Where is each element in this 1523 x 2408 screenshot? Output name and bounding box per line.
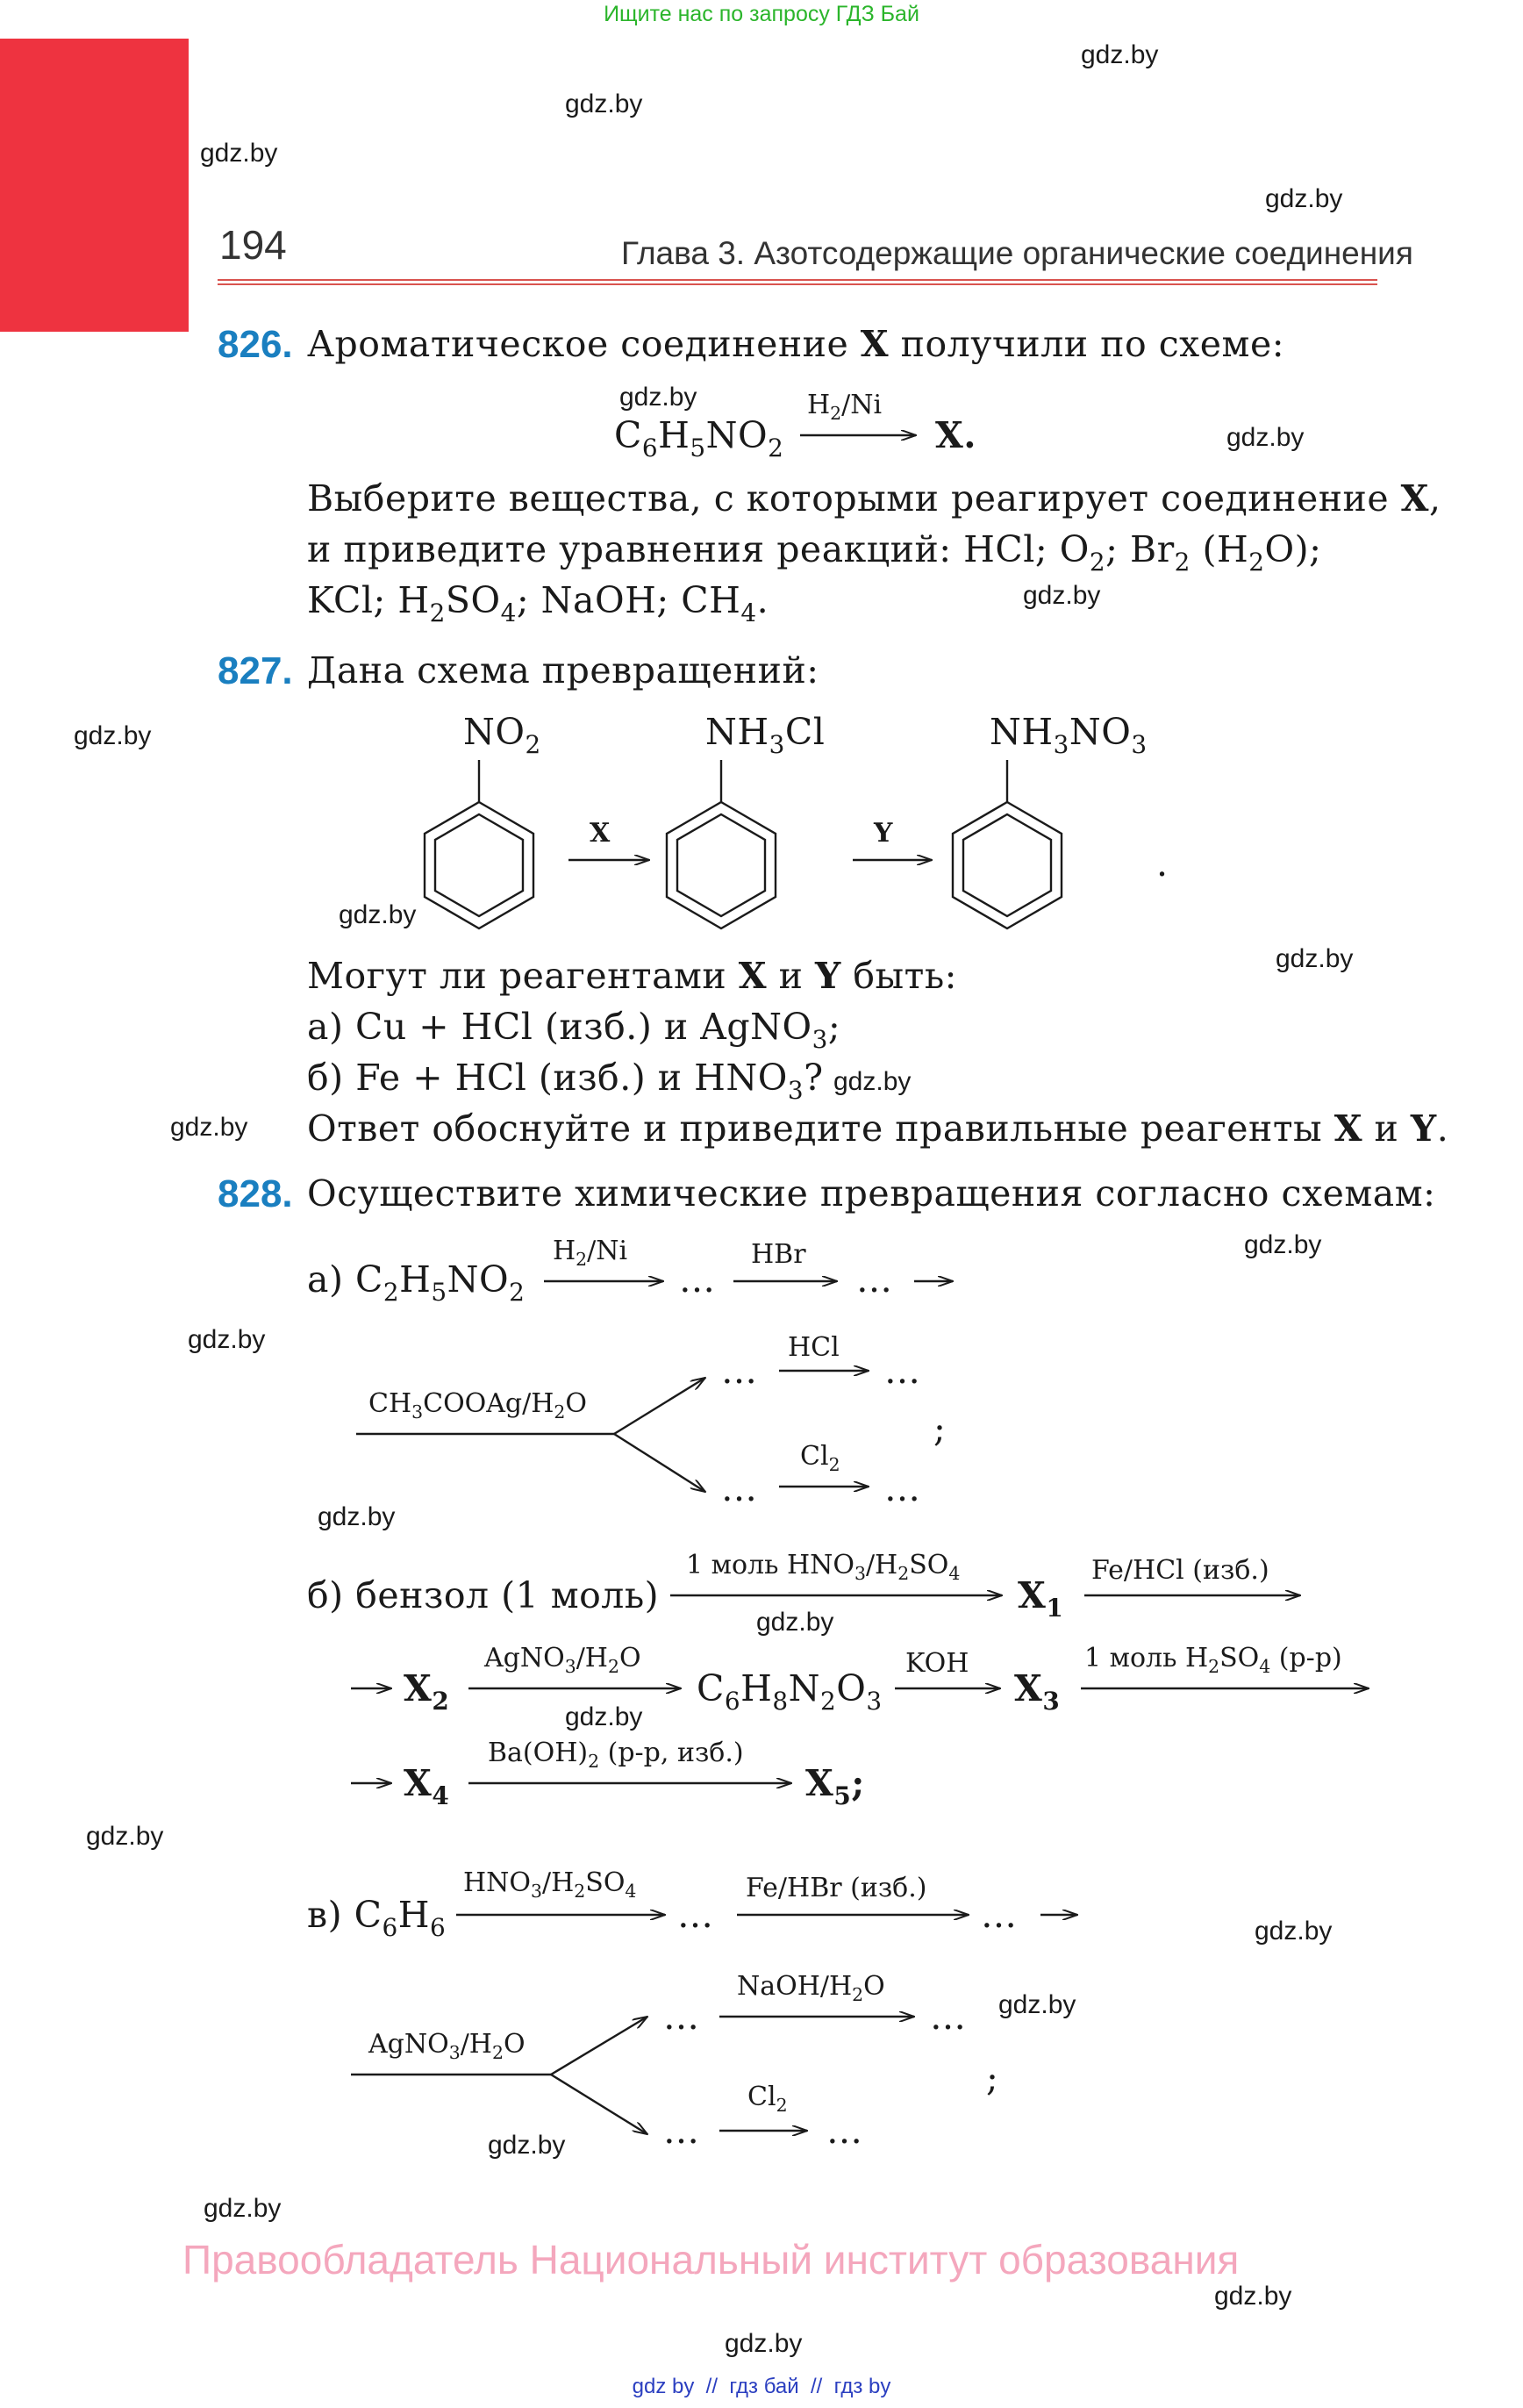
watermark: gdz.by: [339, 900, 417, 929]
watermark: gdz.by: [619, 383, 697, 412]
substituent-nh3cl: $NH_3Cl$: [705, 711, 826, 759]
benzene-ring-1: [425, 760, 533, 928]
scheme-a-dots-5: …: [721, 1467, 758, 1509]
scheme-a-r3: $CH_3COOAg/H_2O$: [368, 1388, 587, 1423]
problem-828-number: 828.: [218, 1172, 293, 1215]
watermark: gdz.by: [833, 1067, 912, 1096]
watermark: gdz.by: [1244, 1230, 1322, 1259]
watermark: gdz.by: [565, 90, 643, 118]
scheme-b-x1: $X_1$: [1018, 1574, 1064, 1623]
scheme-a-branch-up: [614, 1378, 705, 1434]
scheme-b-x3: $X_3$: [1014, 1667, 1061, 1716]
watermark: gdz.by: [998, 1990, 1076, 2019]
scheme-c-dots-1: …: [677, 1894, 714, 1936]
scheme-c-dots-5: …: [663, 2110, 700, 2152]
problem-827-line1: Дана схема превращений:: [307, 649, 819, 692]
scheme-c-dots-2: …: [981, 1894, 1018, 1936]
problem-827-line2: Могут ли реагентами X и Y быть:: [307, 955, 957, 997]
substituent-no2: $NO_2$: [463, 711, 541, 759]
scheme-c-dots-3: …: [663, 1996, 700, 2038]
scheme-b-r3: $AgNO_3/H_2O$: [484, 1643, 641, 1678]
arrow-x-label: X: [590, 818, 611, 849]
watermark: gdz.by: [725, 2329, 803, 2358]
problem-826-line4: KCl; $H_2SO_4$; NaOH; $CH_4$.: [307, 579, 769, 627]
problem-826-line3: и приведите уравнения реакций: HCl; $O_2$; $Br_2$ $(H_2O)$;: [307, 528, 1322, 577]
scheme-c-dots-6: …: [826, 2110, 863, 2152]
watermark: gdz.by: [86, 1822, 164, 1851]
scheme-c-branch-up: [551, 2017, 647, 2075]
watermark: gdz.by: [488, 2131, 566, 2160]
scheme-c-start: в) $C_6H_6$: [307, 1894, 447, 1942]
watermark: gdz.by: [188, 1325, 266, 1354]
scheme-b-r1: 1 моль $HNO_3/H_2SO_4$: [686, 1550, 961, 1585]
scheme-827-dot: .: [1156, 842, 1169, 885]
scheme-b-x2: $X_2$: [404, 1667, 450, 1716]
scheme-a-r4: HCl: [788, 1332, 840, 1363]
scheme-c-r1: $HNO_3/H_2SO_4$: [463, 1867, 637, 1903]
scheme-826-reagent: $H_2/Ni$: [807, 390, 883, 425]
watermark: gdz.by: [74, 721, 152, 750]
watermark: gdz.by: [1226, 423, 1305, 452]
scheme-b-x4: $X_4$: [404, 1762, 450, 1810]
scheme-c-semicolon: ;: [986, 2057, 999, 2099]
footer-links[interactable]: gdz by // гдз бай // гдз by: [632, 2375, 891, 2398]
scheme-c-r3: $AgNO_3/H_2O$: [368, 2029, 526, 2064]
problem-828-line1: Осуществите химические превращения согласно схемам:: [307, 1172, 1436, 1215]
scheme-b-r6: $Ba(OH)_2$ (р-р, изб.): [488, 1738, 744, 1773]
scheme-b-intermediate: $C_6H_8N_2O_3$: [697, 1667, 883, 1716]
benzene-ring-2: [667, 760, 776, 928]
watermark: gdz.by: [1276, 944, 1354, 973]
scheme-c-dots-4: …: [930, 1996, 967, 2038]
scheme-a-r5: $Cl_2$: [800, 1441, 840, 1476]
page-number: 194: [219, 222, 287, 268]
watermark: gdz.by: [1081, 40, 1159, 69]
problem-827-line3: а) Cu + HCl (изб.) и AgNO$_3$;: [307, 1006, 841, 1054]
scheme-a-branch-down: [614, 1434, 705, 1492]
scheme-c-r5: $Cl_2$: [747, 2082, 788, 2117]
scheme-a-start: а) $C_2H_5NO_2$: [307, 1258, 526, 1307]
watermark: gdz.by: [1255, 1917, 1333, 1946]
watermark: gdz.by: [1023, 581, 1101, 610]
scheme-a-dots-3: …: [721, 1350, 758, 1392]
footer-rights: Правообладатель Национальный институт образования: [182, 2237, 1240, 2283]
scheme-b-r2: Fe/HCl (изб.): [1091, 1555, 1269, 1586]
scheme-b-r4: KOH: [905, 1648, 969, 1679]
scheme-826-reactant: $C_6H_5NO_2$: [614, 414, 784, 462]
watermark: gdz.by: [170, 1113, 248, 1142]
problem-827-line4: б) Fe + HCl (изб.) и $HNO_3$?: [307, 1057, 824, 1105]
benzene-ring-3: [953, 760, 1062, 928]
scheme-826-product: X.: [935, 414, 977, 456]
scheme-a-dots-1: …: [679, 1258, 716, 1301]
scheme-a-r2: HBr: [751, 1239, 806, 1270]
scheme-b-x5: $X_5$;: [805, 1762, 865, 1810]
arrow-y-label: Y: [874, 818, 893, 849]
top-banner[interactable]: Ищите нас по запросу ГДЗ Бай: [604, 2, 919, 26]
watermark: gdz.by: [200, 139, 278, 168]
scheme-a-dots-6: …: [884, 1467, 921, 1509]
watermark: gdz.by: [565, 1702, 643, 1731]
problem-827-number: 827.: [218, 649, 293, 692]
problem-826-line1: Ароматическое соединение X получили по схеме:: [307, 323, 1285, 365]
problem-826-number: 826.: [218, 323, 293, 366]
problem-827-line5: Ответ обоснуйте и приведите правильные реагенты X и Y.: [307, 1107, 1449, 1150]
scheme-c-r4: NaOH/$H_2O$: [737, 1971, 885, 2006]
chapter-title: Глава 3. Азотсодержащие органические соединения: [621, 235, 1413, 271]
watermark: gdz.by: [1265, 184, 1343, 213]
scheme-a-semicolon: ;: [933, 1408, 947, 1450]
scheme-a-dots-2: …: [856, 1258, 893, 1301]
scheme-c-branch-down: [551, 2075, 647, 2134]
scheme-c-r2: Fe/HBr (изб.): [746, 1873, 927, 1903]
scheme-b-start: б) бензол (1 моль): [307, 1574, 660, 1616]
problem-826-line2: Выберите вещества, с которыми реагирует соединение X,: [307, 477, 1441, 520]
scheme-b-r5: 1 моль $H_2SO_4$ (р-р): [1084, 1643, 1342, 1678]
scheme-a-dots-4: …: [884, 1350, 921, 1392]
scheme-a-r1: $H_2/Ni$: [553, 1236, 628, 1271]
watermark: gdz.by: [756, 1608, 834, 1637]
substituent-nh3no3: $NH_3NO_3$: [990, 711, 1148, 759]
watermark: gdz.by: [318, 1502, 396, 1531]
watermark: gdz.by: [1214, 2282, 1292, 2311]
watermark: gdz.by: [204, 2194, 282, 2223]
